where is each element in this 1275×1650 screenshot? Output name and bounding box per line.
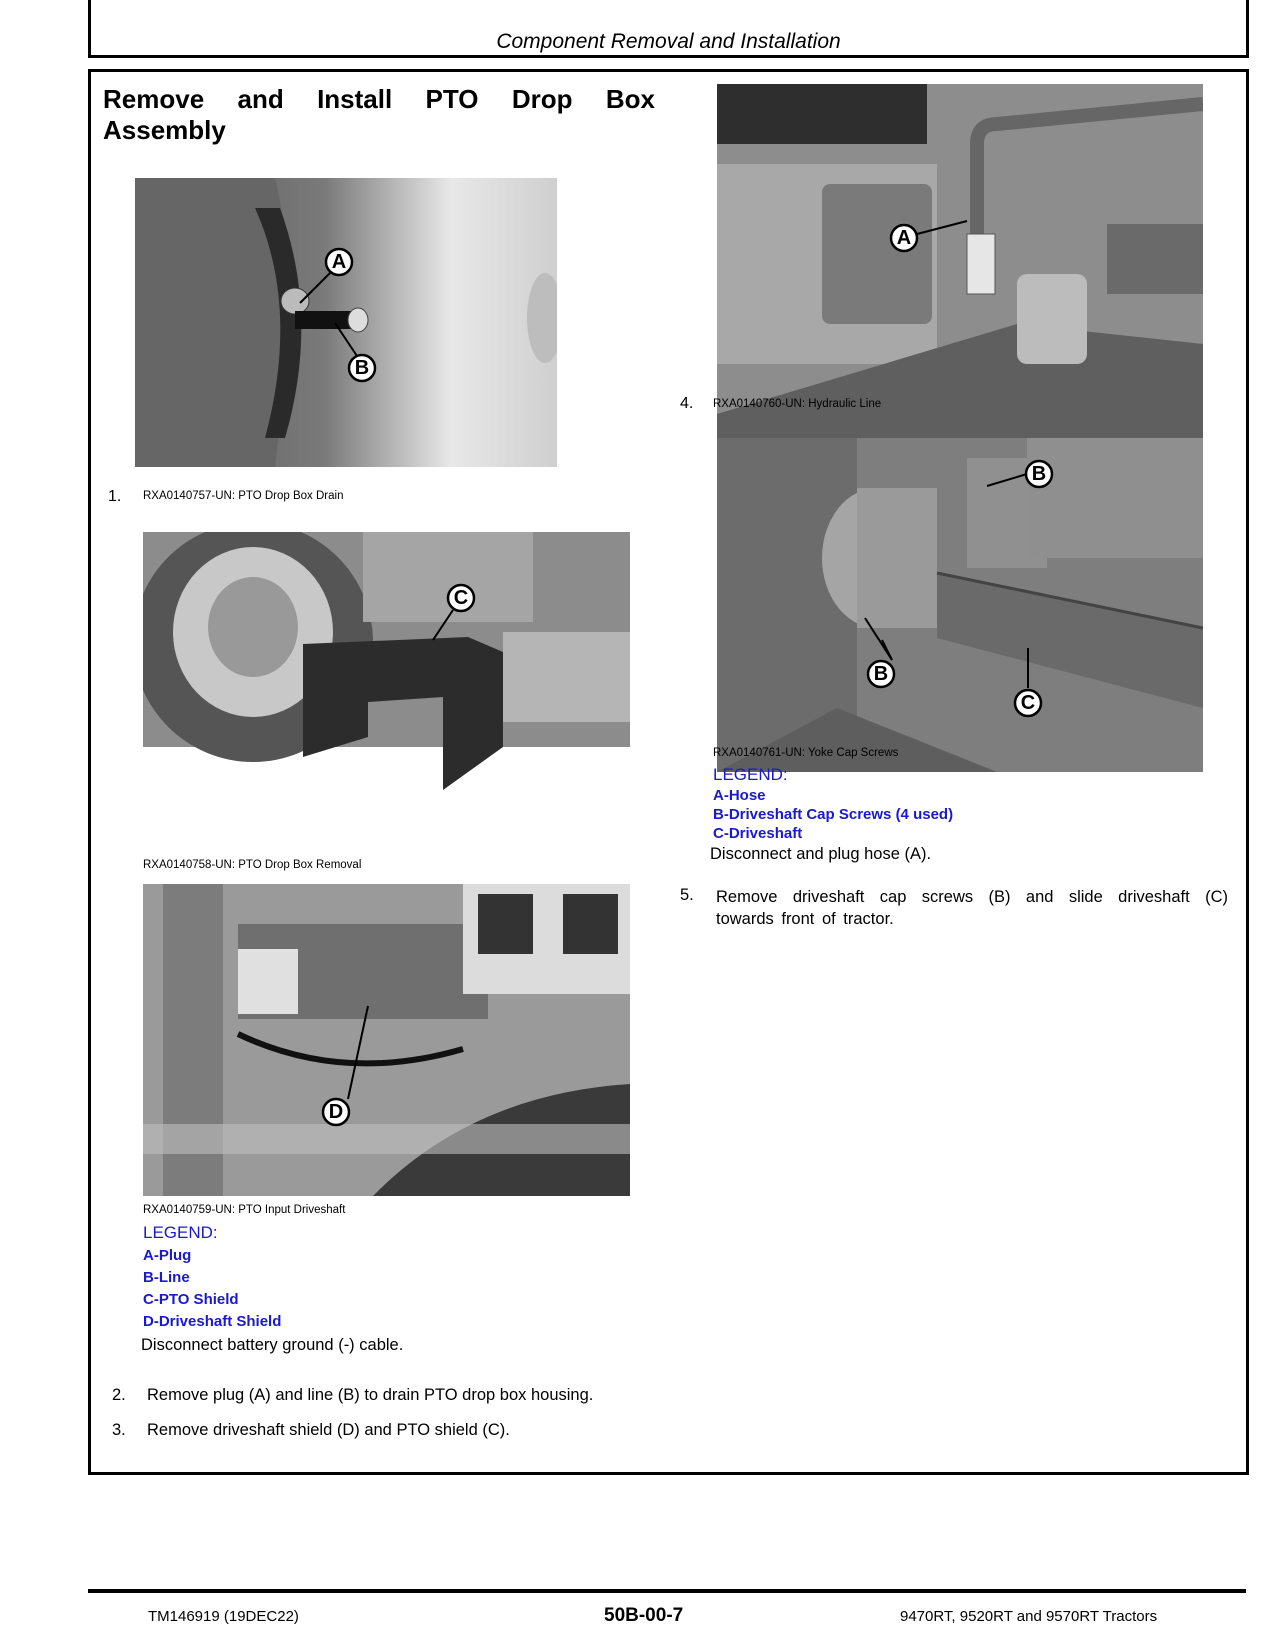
callout-c: C	[453, 587, 469, 609]
legend-item: B-Line	[143, 1269, 190, 1286]
step-2-text: Remove plug (A) and line (B) to drain PTO drop box housing.	[147, 1386, 594, 1404]
step-4-text: Disconnect and plug hose (A).	[710, 845, 932, 863]
callout-a: A	[896, 227, 912, 249]
document-id: TM146919 (19DEC22)	[148, 1608, 299, 1625]
figure-caption: RXA0140757-UN: PTO Drop Box Drain	[143, 490, 344, 502]
step-number-4: 4.	[680, 395, 694, 412]
callout-c: C	[1020, 692, 1036, 714]
callout-b: B	[873, 663, 889, 685]
page-title: Remove and Install PTO Drop Box Assembly	[103, 84, 655, 145]
page-number: 50B-00-7	[604, 1605, 684, 1626]
step-number-3: 3.	[112, 1421, 126, 1439]
figure-hydraulic-line	[717, 84, 1203, 441]
figure-pto-drop-box-removal	[143, 532, 630, 790]
legend-item: A-Plug	[143, 1247, 192, 1264]
figure-pto-drop-box-drain	[135, 178, 557, 467]
step-1-text: Disconnect battery ground (-) cable.	[141, 1336, 404, 1354]
legend-heading: LEGEND:	[143, 1223, 218, 1242]
step-number-1: 1.	[108, 488, 122, 505]
figure-caption: RXA0140758-UN: PTO Drop Box Removal	[143, 859, 362, 871]
figure-caption: RXA0140759-UN: PTO Input Driveshaft	[143, 1204, 346, 1216]
legend-heading: LEGEND:	[713, 765, 788, 784]
legend-item: C-PTO Shield	[143, 1291, 239, 1308]
footer-rule	[88, 1589, 1246, 1593]
legend-item: C-Driveshaft	[713, 825, 803, 842]
figure-caption: RXA0140761-UN: Yoke Cap Screws	[713, 747, 899, 759]
figure-yoke-cap-screws	[717, 438, 1203, 772]
legend-item: A-Hose	[713, 787, 766, 804]
section-title: Component Removal and Installation	[496, 30, 841, 53]
callout-d: D	[328, 1101, 344, 1123]
step-number-2: 2.	[112, 1386, 126, 1404]
legend-item: D-Driveshaft Shield	[143, 1313, 282, 1330]
step-number-5: 5.	[680, 886, 694, 904]
figure-caption: RXA0140760-UN: Hydraulic Line	[713, 398, 882, 410]
callout-a: A	[331, 251, 347, 273]
step-5-text: Remove driveshaft cap screws (B) and slide driveshaft (C) towards front of tractor.	[716, 888, 1228, 928]
step-3-text: Remove driveshaft shield (D) and PTO shield (C).	[147, 1421, 510, 1439]
callout-b: B	[354, 357, 370, 379]
models-label: 9470RT, 9520RT and 9570RT Tractors	[900, 1608, 1158, 1625]
figure-pto-input-driveshaft	[143, 884, 630, 1196]
callout-b: B	[1031, 463, 1047, 485]
legend-item: B-Driveshaft Cap Screws (4 used)	[713, 806, 954, 823]
